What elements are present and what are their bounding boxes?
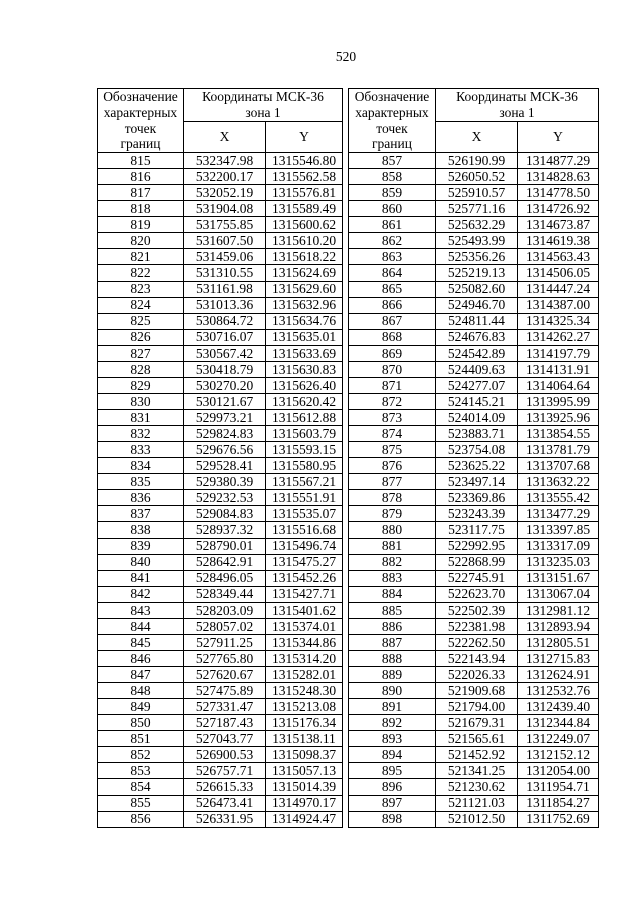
y-coordinate-cell: 1313235.03 [518, 555, 598, 570]
point-id-cell: 891 [349, 699, 435, 714]
x-coordinate-cell: 521794.00 [436, 699, 517, 714]
point-id-cell: 815 [98, 153, 183, 168]
point-id-cell: 888 [349, 651, 435, 666]
y-coordinate-cell: 1313317.09 [518, 539, 598, 554]
x-coordinate-cell: 532052.19 [184, 185, 265, 200]
y-coordinate-cell: 1315401.62 [266, 603, 342, 618]
point-id-cell: 877 [349, 474, 435, 489]
point-id-cell: 883 [349, 571, 435, 586]
point-id-cell: 823 [98, 282, 183, 297]
x-coordinate-cell: 521452.92 [436, 747, 517, 762]
x-coordinate-cell: 521121.03 [436, 796, 517, 811]
y-coordinate-cell: 1313854.55 [518, 426, 598, 441]
point-id-cell: 858 [349, 169, 435, 184]
point-id-cell: 878 [349, 490, 435, 505]
y-coordinate-cell: 1315603.79 [266, 426, 342, 441]
x-coordinate-cell: 529232.53 [184, 490, 265, 505]
point-id-cell: 834 [98, 458, 183, 473]
point-id-cell: 828 [98, 362, 183, 377]
x-coordinate-cell: 528057.02 [184, 619, 265, 634]
x-coordinate-cell: 528937.32 [184, 522, 265, 537]
y-coordinate-cell: 1314924.47 [266, 812, 342, 827]
x-coordinate-cell: 532347.98 [184, 153, 265, 168]
point-id-cell: 866 [349, 298, 435, 313]
point-id-cell: 833 [98, 442, 183, 457]
x-coordinate-cell: 531755.85 [184, 217, 265, 232]
x-coordinate-cell: 526757.71 [184, 763, 265, 778]
x-coordinate-cell: 526473.41 [184, 796, 265, 811]
x-coordinate-cell: 527043.77 [184, 731, 265, 746]
y-column-header: Y [266, 122, 342, 152]
y-coordinate-cell: 1314778.50 [518, 185, 598, 200]
point-id-cell: 884 [349, 587, 435, 602]
point-id-cell: 850 [98, 715, 183, 730]
y-coordinate-cell: 1315634.76 [266, 314, 342, 329]
y-coordinate-cell: 1314325.34 [518, 314, 598, 329]
point-id-cell: 826 [98, 330, 183, 345]
point-id-cell: 865 [349, 282, 435, 297]
y-coordinate-cell: 1315546.80 [266, 153, 342, 168]
point-id-cell: 868 [349, 330, 435, 345]
y-coordinate-cell: 1315314.20 [266, 651, 342, 666]
x-coordinate-cell: 524946.70 [436, 298, 517, 313]
x-coordinate-cell: 531459.06 [184, 249, 265, 264]
point-id-cell: 845 [98, 635, 183, 650]
coordinates-header: Координаты МСК-36 зона 1 [436, 89, 598, 121]
y-coordinate-cell: 1312152.12 [518, 747, 598, 762]
point-designation-header: Обозначение характерных точек границ [349, 89, 435, 152]
x-coordinate-cell: 531904.08 [184, 201, 265, 216]
x-coordinate-cell: 521679.31 [436, 715, 517, 730]
y-coordinate-cell: 1315630.83 [266, 362, 342, 377]
y-coordinate-cell: 1314828.63 [518, 169, 598, 184]
y-coordinate-cell: 1311854.27 [518, 796, 598, 811]
y-coordinate-cell: 1313995.99 [518, 394, 598, 409]
point-id-cell: 839 [98, 539, 183, 554]
point-id-cell: 861 [349, 217, 435, 232]
point-id-cell: 871 [349, 378, 435, 393]
point-id-cell: 889 [349, 667, 435, 682]
x-coordinate-cell: 525219.13 [436, 265, 517, 280]
point-id-cell: 842 [98, 587, 183, 602]
x-coordinate-cell: 527475.89 [184, 683, 265, 698]
y-coordinate-cell: 1314563.43 [518, 249, 598, 264]
x-coordinate-cell: 530121.67 [184, 394, 265, 409]
y-coordinate-cell: 1315620.42 [266, 394, 342, 409]
point-id-cell: 855 [98, 796, 183, 811]
point-id-cell: 816 [98, 169, 183, 184]
y-coordinate-cell: 1315629.60 [266, 282, 342, 297]
y-coordinate-cell: 1315618.22 [266, 249, 342, 264]
x-coordinate-cell: 526900.53 [184, 747, 265, 762]
x-coordinate-cell: 521565.61 [436, 731, 517, 746]
y-coordinate-cell: 1312981.12 [518, 603, 598, 618]
y-coordinate-cell: 1313781.79 [518, 442, 598, 457]
y-coordinate-cell: 1315612.88 [266, 410, 342, 425]
y-coordinate-cell: 1314877.29 [518, 153, 598, 168]
y-coordinate-cell: 1315213.08 [266, 699, 342, 714]
x-coordinate-cell: 529824.83 [184, 426, 265, 441]
point-id-cell: 832 [98, 426, 183, 441]
x-coordinate-cell: 529528.41 [184, 458, 265, 473]
x-coordinate-cell: 523625.22 [436, 458, 517, 473]
y-coordinate-cell: 1315624.69 [266, 265, 342, 280]
x-coordinate-cell: 522143.94 [436, 651, 517, 666]
x-coordinate-cell: 524014.09 [436, 410, 517, 425]
y-coordinate-cell: 1315516.68 [266, 522, 342, 537]
point-id-cell: 874 [349, 426, 435, 441]
x-coordinate-cell: 530418.79 [184, 362, 265, 377]
x-coordinate-cell: 528349.44 [184, 587, 265, 602]
x-coordinate-cell: 527187.43 [184, 715, 265, 730]
y-coordinate-cell: 1315176.34 [266, 715, 342, 730]
point-id-cell: 848 [98, 683, 183, 698]
point-id-cell: 892 [349, 715, 435, 730]
y-coordinate-cell: 1314064.64 [518, 378, 598, 393]
point-id-cell: 894 [349, 747, 435, 762]
y-coordinate-cell: 1314619.38 [518, 233, 598, 248]
point-id-cell: 869 [349, 346, 435, 361]
x-coordinate-cell: 527331.47 [184, 699, 265, 714]
x-coordinate-cell: 528496.05 [184, 571, 265, 586]
y-coordinate-cell: 1314262.27 [518, 330, 598, 345]
y-coordinate-cell: 1312624.91 [518, 667, 598, 682]
y-coordinate-cell: 1312715.83 [518, 651, 598, 666]
x-coordinate-cell: 525356.26 [436, 249, 517, 264]
x-column-header: X [436, 122, 517, 152]
x-coordinate-cell: 523754.08 [436, 442, 517, 457]
y-coordinate-cell: 1313707.68 [518, 458, 598, 473]
x-coordinate-cell: 521012.50 [436, 812, 517, 827]
x-coordinate-cell: 524145.21 [436, 394, 517, 409]
x-coordinate-cell: 525771.16 [436, 201, 517, 216]
point-id-cell: 854 [98, 779, 183, 794]
y-coordinate-cell: 1313067.04 [518, 587, 598, 602]
x-coordinate-cell: 532200.17 [184, 169, 265, 184]
y-coordinate-cell: 1313151.67 [518, 571, 598, 586]
x-coordinate-cell: 522502.39 [436, 603, 517, 618]
y-coordinate-cell: 1313397.85 [518, 522, 598, 537]
coordinates-table-right [348, 88, 599, 828]
point-id-cell: 893 [349, 731, 435, 746]
x-coordinate-cell: 526190.99 [436, 153, 517, 168]
x-coordinate-cell: 521909.68 [436, 683, 517, 698]
point-id-cell: 835 [98, 474, 183, 489]
x-coordinate-cell: 527620.67 [184, 667, 265, 682]
coordinates-header: Координаты МСК-36 зона 1 [184, 89, 342, 121]
x-coordinate-cell: 525632.29 [436, 217, 517, 232]
x-coordinate-cell: 523243.39 [436, 506, 517, 521]
x-coordinate-cell: 524277.07 [436, 378, 517, 393]
y-coordinate-cell: 1315248.30 [266, 683, 342, 698]
x-coordinate-cell: 524542.89 [436, 346, 517, 361]
y-coordinate-cell: 1314673.87 [518, 217, 598, 232]
point-id-cell: 836 [98, 490, 183, 505]
y-coordinate-cell: 1315626.40 [266, 378, 342, 393]
y-coordinate-cell: 1315344.86 [266, 635, 342, 650]
point-id-cell: 876 [349, 458, 435, 473]
x-coordinate-cell: 522745.91 [436, 571, 517, 586]
point-id-cell: 860 [349, 201, 435, 216]
point-id-cell: 841 [98, 571, 183, 586]
point-id-cell: 830 [98, 394, 183, 409]
y-coordinate-cell: 1315610.20 [266, 233, 342, 248]
y-coordinate-cell: 1315452.26 [266, 571, 342, 586]
point-id-cell: 885 [349, 603, 435, 618]
point-id-cell: 824 [98, 298, 183, 313]
point-id-cell: 887 [349, 635, 435, 650]
point-id-cell: 825 [98, 314, 183, 329]
y-coordinate-cell: 1315562.58 [266, 169, 342, 184]
x-coordinate-cell: 522868.99 [436, 555, 517, 570]
y-coordinate-cell: 1315635.01 [266, 330, 342, 345]
x-coordinate-cell: 522262.50 [436, 635, 517, 650]
x-coordinate-cell: 524409.63 [436, 362, 517, 377]
x-column-header: X [184, 122, 265, 152]
x-coordinate-cell: 529084.83 [184, 506, 265, 521]
point-id-cell: 849 [98, 699, 183, 714]
y-coordinate-cell: 1312532.76 [518, 683, 598, 698]
x-coordinate-cell: 531161.98 [184, 282, 265, 297]
y-coordinate-cell: 1315593.15 [266, 442, 342, 457]
y-coordinate-cell: 1315138.11 [266, 731, 342, 746]
x-coordinate-cell: 523117.75 [436, 522, 517, 537]
y-coordinate-cell: 1312439.40 [518, 699, 598, 714]
point-id-cell: 821 [98, 249, 183, 264]
y-coordinate-cell: 1315535.07 [266, 506, 342, 521]
point-id-cell: 852 [98, 747, 183, 762]
point-id-cell: 853 [98, 763, 183, 778]
y-coordinate-cell: 1314447.24 [518, 282, 598, 297]
y-coordinate-cell: 1314197.79 [518, 346, 598, 361]
y-coordinate-cell: 1315600.62 [266, 217, 342, 232]
point-id-cell: 886 [349, 619, 435, 634]
y-coordinate-cell: 1315551.91 [266, 490, 342, 505]
point-id-cell: 846 [98, 651, 183, 666]
y-coordinate-cell: 1312344.84 [518, 715, 598, 730]
point-id-cell: 862 [349, 233, 435, 248]
x-coordinate-cell: 525082.60 [436, 282, 517, 297]
x-coordinate-cell: 522992.95 [436, 539, 517, 554]
y-coordinate-cell: 1315374.01 [266, 619, 342, 634]
y-coordinate-cell: 1315632.96 [266, 298, 342, 313]
y-coordinate-cell: 1315098.37 [266, 747, 342, 762]
x-coordinate-cell: 531013.36 [184, 298, 265, 313]
y-coordinate-cell: 1313477.29 [518, 506, 598, 521]
point-id-cell: 881 [349, 539, 435, 554]
point-id-cell: 840 [98, 555, 183, 570]
x-coordinate-cell: 529973.21 [184, 410, 265, 425]
x-coordinate-cell: 522026.33 [436, 667, 517, 682]
x-coordinate-cell: 522623.70 [436, 587, 517, 602]
x-coordinate-cell: 531310.55 [184, 265, 265, 280]
y-coordinate-cell: 1313632.22 [518, 474, 598, 489]
y-coordinate-cell: 1315589.49 [266, 201, 342, 216]
x-coordinate-cell: 528642.91 [184, 555, 265, 570]
point-id-cell: 879 [349, 506, 435, 521]
point-id-cell: 847 [98, 667, 183, 682]
x-coordinate-cell: 525910.57 [436, 185, 517, 200]
point-id-cell: 864 [349, 265, 435, 280]
point-id-cell: 872 [349, 394, 435, 409]
x-coordinate-cell: 530716.07 [184, 330, 265, 345]
page-number: 520 [335, 49, 357, 64]
y-coordinate-cell: 1315057.13 [266, 763, 342, 778]
point-id-cell: 838 [98, 522, 183, 537]
y-coordinate-cell: 1313555.42 [518, 490, 598, 505]
x-coordinate-cell: 524811.44 [436, 314, 517, 329]
y-coordinate-cell: 1315475.27 [266, 555, 342, 570]
point-designation-header: Обозначение характерных точек границ [98, 89, 183, 152]
x-coordinate-cell: 526331.95 [184, 812, 265, 827]
y-column-header: Y [518, 122, 598, 152]
point-id-cell: 827 [98, 346, 183, 361]
point-id-cell: 831 [98, 410, 183, 425]
x-coordinate-cell: 530864.72 [184, 314, 265, 329]
point-id-cell: 822 [98, 265, 183, 280]
y-coordinate-cell: 1313925.96 [518, 410, 598, 425]
y-coordinate-cell: 1315282.01 [266, 667, 342, 682]
y-coordinate-cell: 1311954.71 [518, 779, 598, 794]
x-coordinate-cell: 523497.14 [436, 474, 517, 489]
point-id-cell: 863 [349, 249, 435, 264]
x-coordinate-cell: 521341.25 [436, 763, 517, 778]
point-id-cell: 817 [98, 185, 183, 200]
x-coordinate-cell: 524676.83 [436, 330, 517, 345]
point-id-cell: 819 [98, 217, 183, 232]
point-id-cell: 843 [98, 603, 183, 618]
point-id-cell: 859 [349, 185, 435, 200]
point-id-cell: 844 [98, 619, 183, 634]
y-coordinate-cell: 1315576.81 [266, 185, 342, 200]
point-id-cell: 867 [349, 314, 435, 329]
point-id-cell: 856 [98, 812, 183, 827]
y-coordinate-cell: 1311752.69 [518, 812, 598, 827]
x-coordinate-cell: 527765.80 [184, 651, 265, 666]
x-coordinate-cell: 530270.20 [184, 378, 265, 393]
y-coordinate-cell: 1315633.69 [266, 346, 342, 361]
x-coordinate-cell: 529676.56 [184, 442, 265, 457]
x-coordinate-cell: 521230.62 [436, 779, 517, 794]
point-id-cell: 896 [349, 779, 435, 794]
point-id-cell: 820 [98, 233, 183, 248]
point-id-cell: 818 [98, 201, 183, 216]
x-coordinate-cell: 530567.42 [184, 346, 265, 361]
x-coordinate-cell: 531607.50 [184, 233, 265, 248]
y-coordinate-cell: 1314970.17 [266, 796, 342, 811]
y-coordinate-cell: 1315567.21 [266, 474, 342, 489]
coordinates-table-left [97, 88, 343, 828]
x-coordinate-cell: 527911.25 [184, 635, 265, 650]
point-id-cell: 837 [98, 506, 183, 521]
point-id-cell: 880 [349, 522, 435, 537]
x-coordinate-cell: 529380.39 [184, 474, 265, 489]
y-coordinate-cell: 1314387.00 [518, 298, 598, 313]
y-coordinate-cell: 1315580.95 [266, 458, 342, 473]
point-id-cell: 895 [349, 763, 435, 778]
y-coordinate-cell: 1312805.51 [518, 635, 598, 650]
point-id-cell: 875 [349, 442, 435, 457]
y-coordinate-cell: 1312249.07 [518, 731, 598, 746]
y-coordinate-cell: 1314131.91 [518, 362, 598, 377]
y-coordinate-cell: 1312054.00 [518, 763, 598, 778]
y-coordinate-cell: 1315496.74 [266, 539, 342, 554]
point-id-cell: 851 [98, 731, 183, 746]
x-coordinate-cell: 522381.98 [436, 619, 517, 634]
point-id-cell: 857 [349, 153, 435, 168]
y-coordinate-cell: 1314506.05 [518, 265, 598, 280]
point-id-cell: 829 [98, 378, 183, 393]
point-id-cell: 890 [349, 683, 435, 698]
point-id-cell: 882 [349, 555, 435, 570]
x-coordinate-cell: 526615.33 [184, 779, 265, 794]
x-coordinate-cell: 528790.01 [184, 539, 265, 554]
y-coordinate-cell: 1312893.94 [518, 619, 598, 634]
y-coordinate-cell: 1315014.39 [266, 779, 342, 794]
point-id-cell: 897 [349, 796, 435, 811]
point-id-cell: 870 [349, 362, 435, 377]
point-id-cell: 898 [349, 812, 435, 827]
x-coordinate-cell: 525493.99 [436, 233, 517, 248]
point-id-cell: 873 [349, 410, 435, 425]
x-coordinate-cell: 526050.52 [436, 169, 517, 184]
x-coordinate-cell: 523369.86 [436, 490, 517, 505]
x-coordinate-cell: 523883.71 [436, 426, 517, 441]
x-coordinate-cell: 528203.09 [184, 603, 265, 618]
y-coordinate-cell: 1314726.92 [518, 201, 598, 216]
y-coordinate-cell: 1315427.71 [266, 587, 342, 602]
